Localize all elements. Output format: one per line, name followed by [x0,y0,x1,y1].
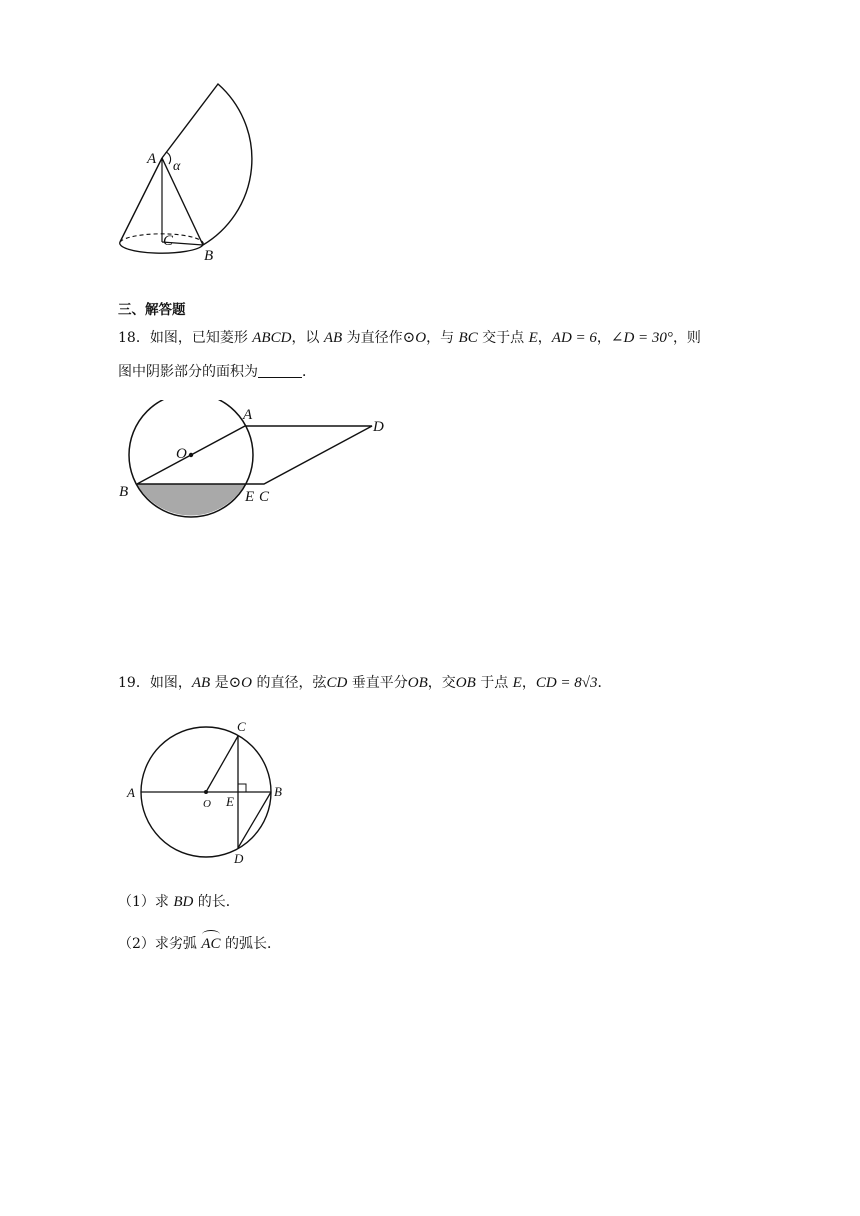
label-A: A [147,151,157,167]
label-alpha: α [173,159,181,174]
label-A: A [127,785,135,800]
q19-part2: （2）求劣弧 AC 的弧长． [118,936,281,952]
label-O: O [203,798,211,810]
label-A: A [243,407,253,423]
q18-line2: 图中阴影部分的面积为 ． [118,364,316,380]
label-B: B [119,484,129,500]
circle-chord-figure [120,715,300,870]
label-D: D [373,419,384,435]
label-C: C [259,489,270,505]
q18-line1: 18．如图，已知菱形 ABCD，以 AB 为直径作⊙O，与 BC 交于点 E，AD = 6，∠D = 30°，则 [118,330,701,346]
rhombus-circle-figure [110,400,410,530]
label-E: E [245,489,255,505]
label-D: D [234,851,244,866]
q19-part1: （1）求 BD 的长． [118,894,240,910]
shaded-segment [137,484,245,516]
label-C: C [237,719,246,734]
answer-blank [258,363,302,378]
label-C: C [163,233,174,249]
arc-AC: AC [201,936,221,952]
cone-figure [100,70,300,280]
label-B: B [274,784,282,799]
label-B: B [204,248,214,264]
label-O: O [176,446,187,462]
q19-line1: 19．如图，AB 是⊙O 的直径，弦CD 垂直平分OB，交OB 于点 E，CD = 8√3． [118,675,612,691]
section-heading: 三、解答题 [118,302,186,318]
label-E: E [226,794,234,809]
